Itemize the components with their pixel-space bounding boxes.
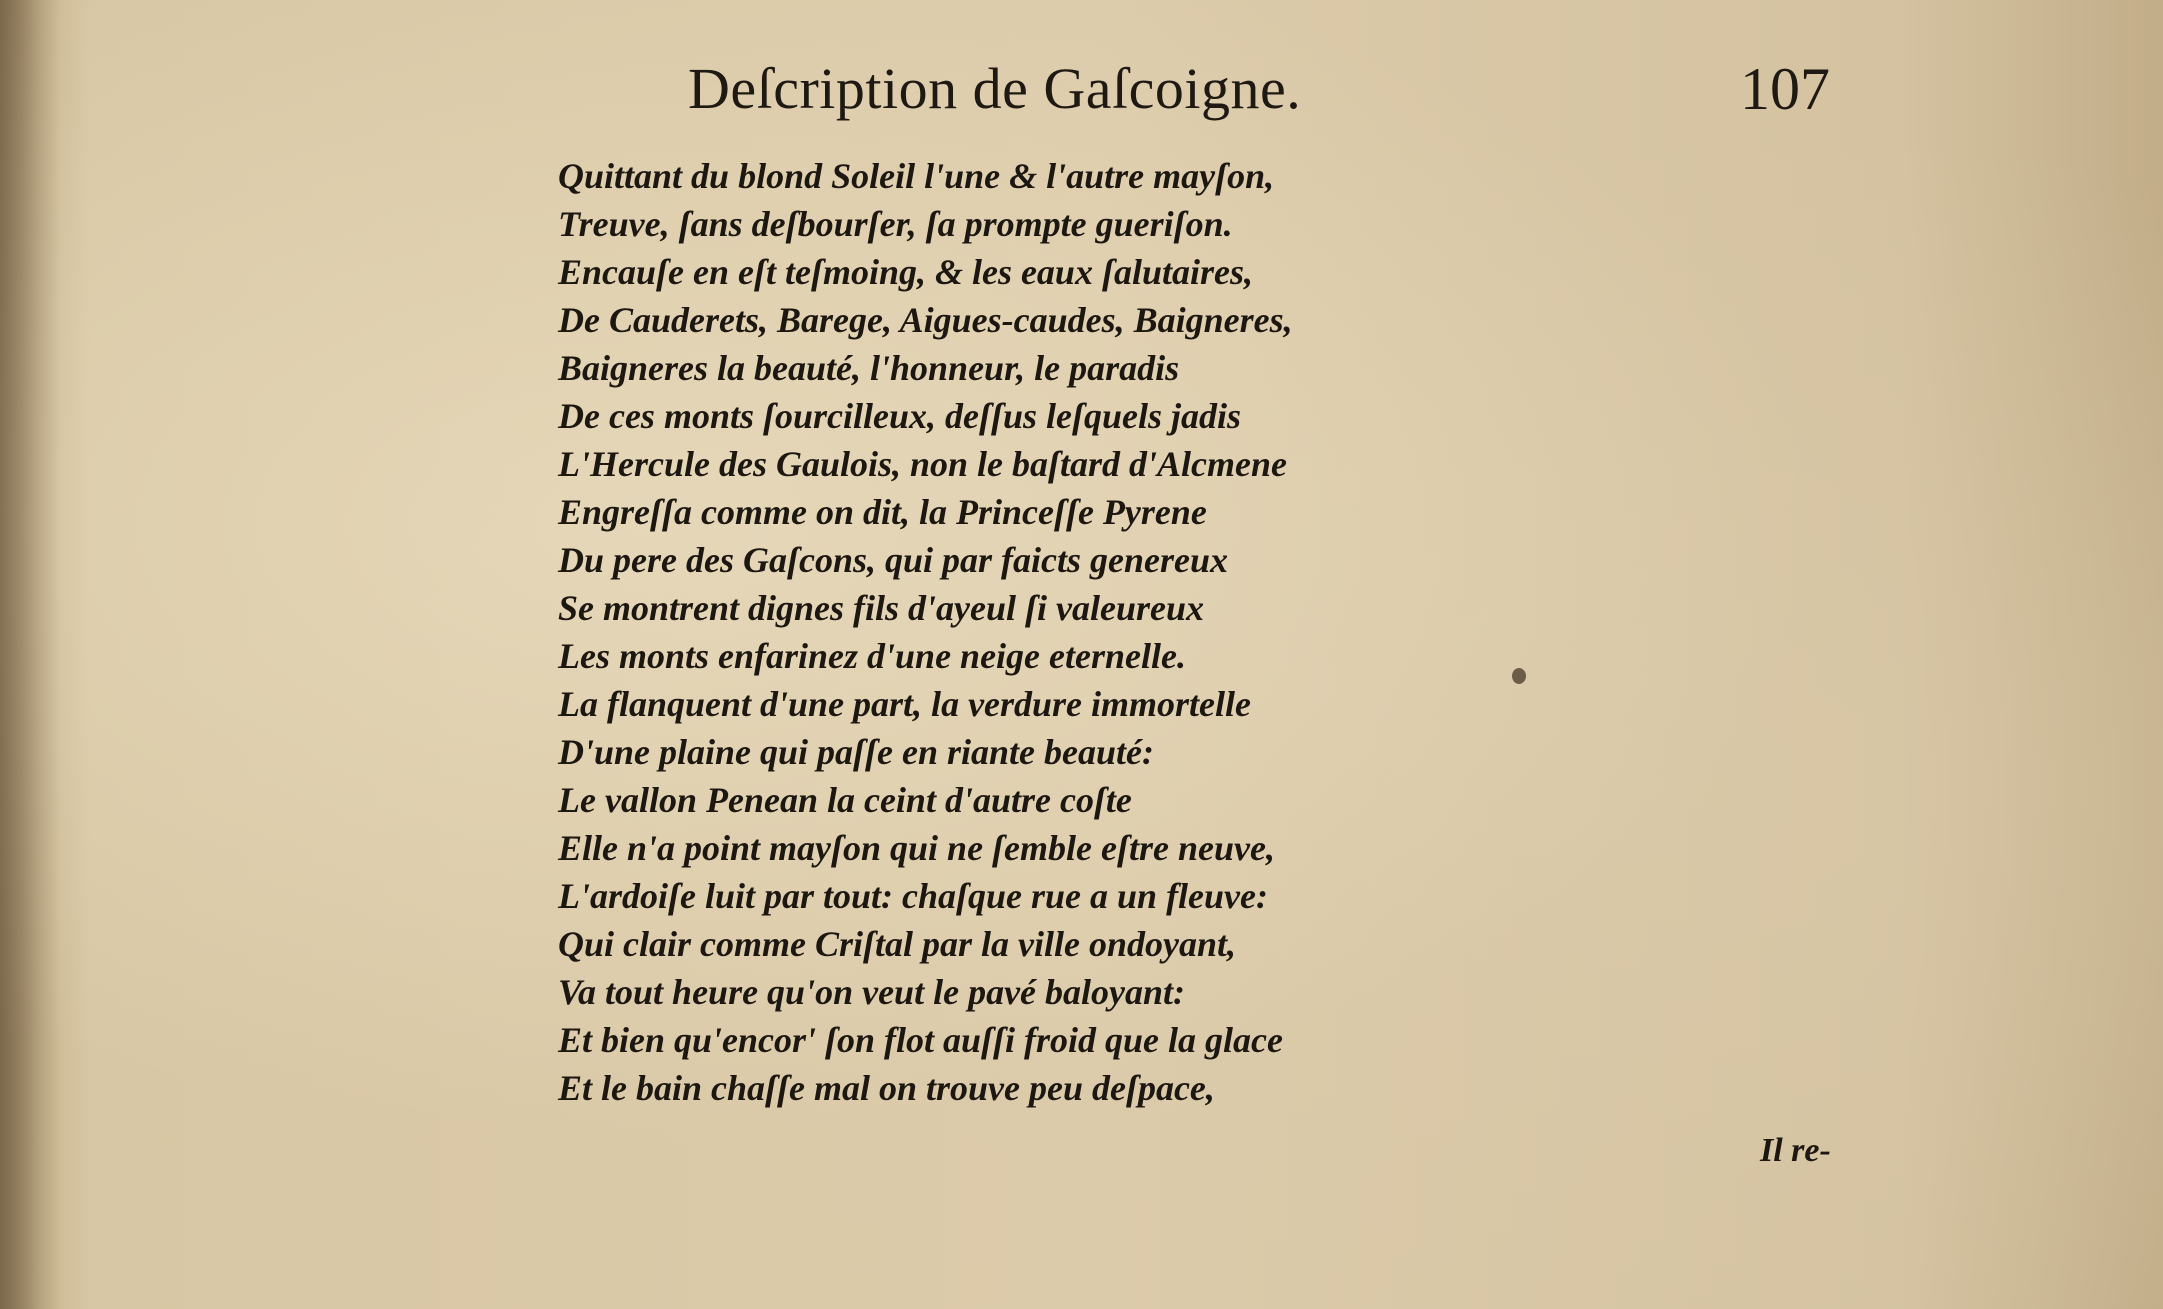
gutter-shadow <box>0 0 60 1309</box>
poem-line: Le vallon Penean la ceint d'autre coſte <box>558 780 1132 820</box>
poem-line: De ces monts ſourcilleux, deſſus leſquels jadis <box>558 396 1241 436</box>
poem-line: L'Hercule des Gaulois, non le baſtard d'Alcmene <box>558 444 1287 484</box>
poem-line: Engreſſa comme on dit, la Princeſſe Pyrene <box>558 492 1207 532</box>
page-number: 107 <box>1740 56 1830 122</box>
page-header <box>0 55 2163 135</box>
poem-line: L'ardoiſe luit par tout: chaſque rue a un fleuve: <box>558 876 1268 916</box>
catchword: Il re- <box>1760 1132 1831 1169</box>
poem-line: Va tout heure qu'on veut le pavé baloyant: <box>558 972 1186 1012</box>
running-title: Deſcription de Gaſcoigne. <box>688 56 1302 121</box>
poem-line: De Cauderets, Barege, Aigues-caudes, Baigneres, <box>558 300 1293 340</box>
poem-line: Et bien qu'encor' ſon flot auſſi froid que la glace <box>558 1020 1283 1060</box>
poem-line: Baigneres la beauté, l'honneur, le paradis <box>558 348 1180 388</box>
poem-line: D'une plaine qui paſſe en riante beauté: <box>558 732 1154 772</box>
poem-line: Et le bain chaſſe mal on trouve peu deſpace, <box>558 1068 1215 1108</box>
poem-line: Qui clair comme Criſtal par la ville ondoyant, <box>558 924 1236 964</box>
poem-line: Elle n'a point mayſon qui ne ſemble eſtre neuve, <box>558 828 1275 868</box>
poem-line: Se montrent dignes fils d'ayeul ſi valeureux <box>558 588 1205 628</box>
poem-line: La flanquent d'une part, la verdure immortelle <box>558 684 1252 724</box>
poem-line: Quittant du blond Soleil l'une & l'autre mayſon, <box>558 156 1275 196</box>
poem-line: Du pere des Gaſcons, qui par faicts genereux <box>558 540 1228 580</box>
poem-block <box>558 152 1558 1112</box>
poem-line: Treuve, ſans deſbourſer, ſa prompte gueriſon. <box>558 204 1233 244</box>
poem-line: Encauſe en eſt teſmoing, & les eaux ſalutaires, <box>558 252 1253 292</box>
poem-line: Les monts enfarinez d'une neige eternelle. <box>558 636 1186 676</box>
